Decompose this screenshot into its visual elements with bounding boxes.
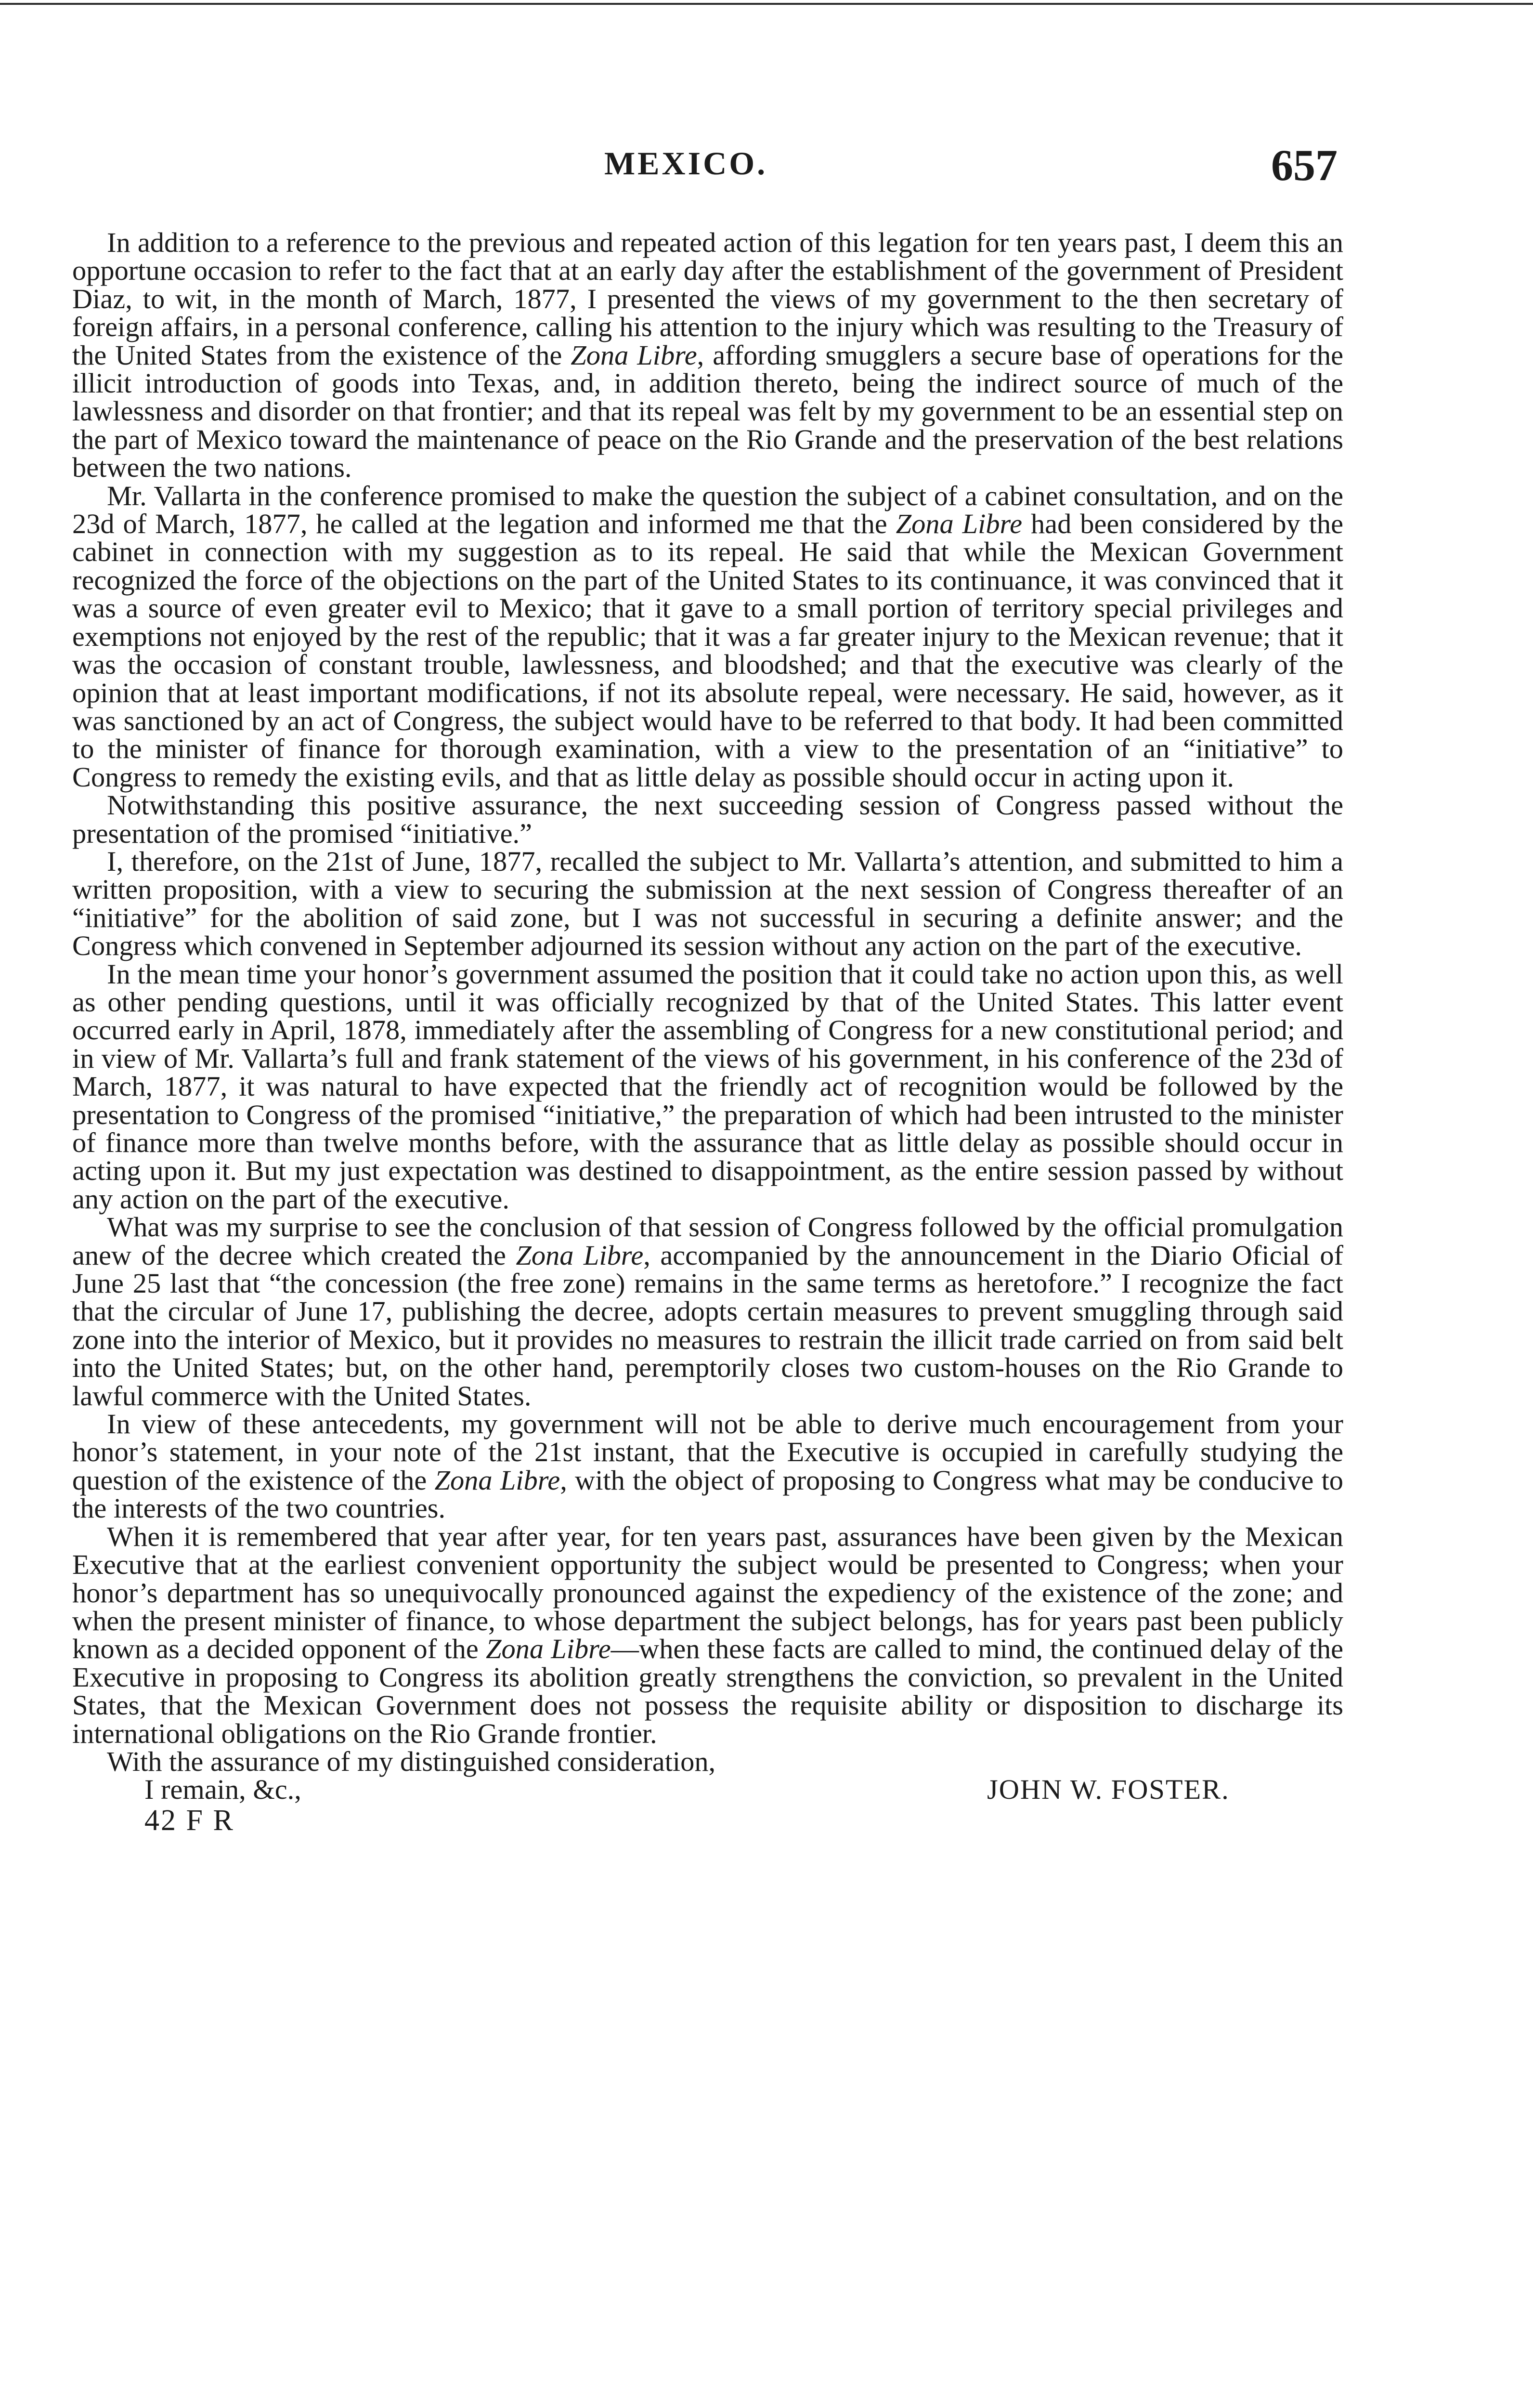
zona-libre-term: Zona Libre (571, 339, 697, 371)
top-border-rule (0, 3, 1533, 5)
paragraph-4: I, therefore, on the 21st of June, 1877, recalled the subject to Mr. Vallarta’s attention, and submitted to him a written proposition, with a view to securing the submission at the next session of Congress thereafter of an “initiative” for the abolition of said zone, but I was not successful in securing a definite answer; and the Congress which convened in September adjourned its session without any action on the part of the executive. (72, 845, 1343, 962)
printer-signature-mark: 42 F R (144, 1804, 234, 1837)
paragraph-6: What was my surprise to see the conclusion of that session of Congress followed by the official promulgation anew of the decree which created the Zona Libre, accompanied by the announcement in the Diario Oficial of June 25 last that “the concession (the free zone) remains in the same terms as heretofore.” I recognize the fact that the circular of June 17, publishing the decree, adopts certain measures to prevent smuggling through said zone into the interior of Mexico, but it provides no measures to restrain the illicit trade carried on from said belt into the United States; but, on the other hand, peremptorily closes two custom-houses on the Rio Grande to lawful commerce with the United States. (72, 1211, 1343, 1412)
zona-libre-term: Zona Libre (434, 1464, 560, 1496)
page-header (0, 140, 1533, 197)
running-head: MEXICO. (604, 145, 768, 182)
valediction: I remain, &c., (144, 1774, 301, 1806)
paragraph-8: When it is remembered that year after year, for ten years past, assurances have been given by the Mexican Executive that at the earliest convenient opportunity the subject would be presented to Congress; when your honor’s department has so unequivocally pronounced against the expediency of the existence of the zone; and when the present minister of finance, to whose department the subject belongs, has for years past been publicly known as a decided opponent of the Zona Libre—when these facts are called to mind, the continued delay of the Executive in proposing to Congress its abolition greatly strengthens the conviction, so prevalent in the United States, that the Mexican Government does not possess the requisite ability or disposition to discharge its international obligations on the Rio Grande frontier. (72, 1520, 1343, 1749)
paragraph-7: In view of these antecedents, my government will not be able to derive much encouragement from your honor’s statement, in your note of the 21st instant, that the Executive is occupied in carefully studying the question of the existence of the Zona Libre, with the object of proposing to Congress what may be conducive to the interests of the two countries. (72, 1408, 1343, 1524)
zona-libre-term: Zona Libre (516, 1239, 644, 1271)
printer-signature-row (72, 1806, 1343, 1837)
zona-libre-term: Zona Libre (896, 508, 1023, 540)
letter-body (72, 229, 1343, 1837)
paragraph-3: Notwithstanding this positive assurance, the next succeeding session of Congress passed without the presentation of the promised “initiative.” (72, 789, 1343, 849)
closing-line: With the assurance of my distinguished consideration, (107, 1745, 716, 1777)
paragraph-5: In the mean time your honor’s government assumed the position that it could take no action upon this, as well as other pending questions, until it was officially recognized by that of the United States. This latter event occurred early in April, 1878, immediately after the assembling of Congress for a new constitutional period; and in view of Mr. Vallarta’s full and frank statement of the views of his government, in his conference of the 23d of March, 1877, it was natural to have expected that the friendly act of recognition would be followed by the presentation to Congress of the promised “initiative,” the preparation of which had been intrusted to the minister of finance more than twelve months before, with the assurance that as little delay as possible should occur in acting upon it. But my just expectation was destined to disappointment, as the entire session passed by without any action on the part of the executive. (72, 958, 1343, 1215)
paragraph-2: Mr. Vallarta in the conference promised to make the question the subject of a cabinet consultation, and on the 23d of March, 1877, he called at the legation and informed me that the Zona Libre had been considered by the cabinet in connection with my suggestion as to its repeal. He said that while the Mexican Government recognized the force of the objections on the part of the United States to its continuance, it was convinced that it was a source of even greater evil to Mexico; that it gave to a small portion of territory special privileges and exemptions not enjoyed by the rest of the republic; that it was a far greater injury to the Mexican revenue; that it was the occasion of constant trouble, lawlessness, and bloodshed; and that the executive was clearly of the opinion that at least important modifications, if not its absolute repeal, were necessary. He said, however, as it was sanctioned by an act of Congress, the subject would have to be referred to that body. It had been committed to the minister of finance for thorough examination, with a view to the presentation of an “initiative” to Congress to remedy the existing evils, and that as little delay as possible should occur in acting upon it. (72, 480, 1343, 793)
paragraph-1: In addition to a reference to the previous and repeated action of this legation for ten years past, I deem this an opportune occasion to refer to the fact that at an early day after the establishment of the government of President Diaz, to wit, in the month of March, 1877, I presented the views of my government to the then secretary of foreign affairs, in a personal conference, calling his attention to the injury which was resulting to the Treasury of the United States from the existence of the Zona Libre, affording smugglers a secure base of operations for the illicit introduction of goods into Texas, and, in addition thereto, being the indirect source of much of the lawlessness and disorder on that frontier; and that its repeal was felt by my government to be an essential step on the part of Mexico toward the maintenance of peace on the Rio Grande and the preservation of the best relations between the two nations. (72, 227, 1343, 484)
signoff-row (72, 1776, 1343, 1806)
page-number: 657 (1271, 141, 1338, 190)
signature: JOHN W. FOSTER. (987, 1774, 1230, 1806)
zona-libre-term: Zona Libre (485, 1633, 611, 1665)
